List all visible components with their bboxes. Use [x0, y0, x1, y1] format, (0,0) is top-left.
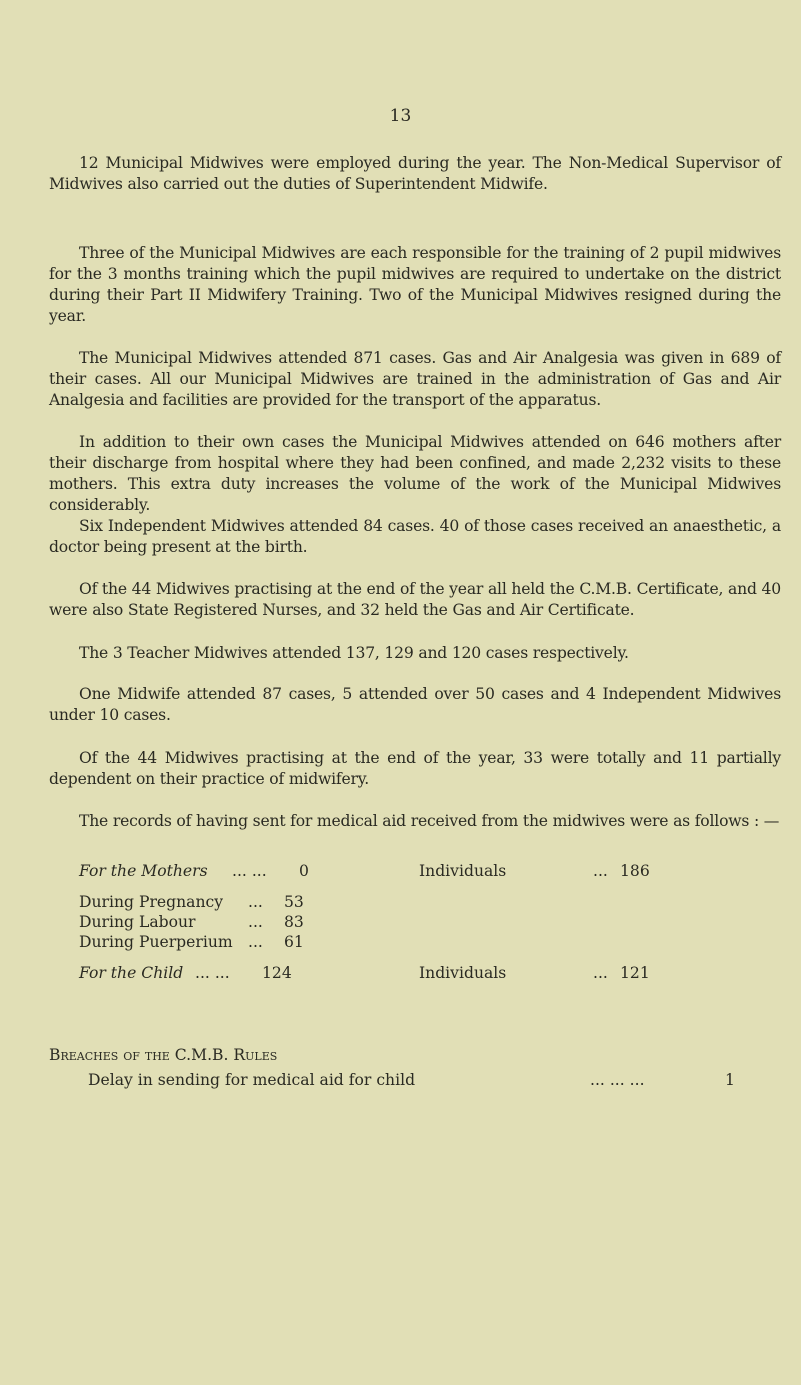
leader-dots: ... ... ... [590, 1071, 645, 1089]
paragraph-text: The Municipal Midwives attended 871 cases. Gas and Air Analgesia was given in 689 of their cases. All our Municipal Midwives are trained in the administration of Gas and Air Analgesia and facilities are provided for the transport of the apparatus. [49, 349, 781, 409]
paragraph [49, 432, 781, 516]
row-label: For the Child [79, 964, 184, 982]
breach-label: Delay in sending for medical aid for child [88, 1071, 416, 1089]
leader-dots: ... [248, 933, 263, 951]
paragraph-text: One Midwife attended 87 cases, 5 attended over 50 cases and 4 Independent Midwives under 10 cases. [49, 685, 781, 724]
leader-dots: ... [593, 964, 608, 982]
paragraph [49, 684, 781, 726]
breach-value: 1 [725, 1071, 735, 1089]
individuals-value: 186 [620, 862, 650, 880]
paragraph-text: The 3 Teacher Midwives attended 137, 129 and 120 cases respectively. [79, 644, 629, 662]
paragraph-text: 12 Municipal Midwives were employed during the year. The Non-Medical Supervisor of Midwives also carried out the duties of Superintendent Midwife. [49, 154, 781, 193]
paragraph [49, 516, 781, 558]
paragraph [49, 579, 781, 621]
individuals-label: Individuals [419, 862, 507, 880]
row-label: For the Mothers [79, 862, 208, 880]
leader-dots: ... ... [195, 964, 230, 982]
row-value: 61 [284, 933, 304, 951]
breaches-heading: Breaches of the C.M.B. Rules [49, 1046, 278, 1064]
paragraph-text: The records of having sent for medical aid received from the midwives were as follows : — [79, 812, 780, 830]
paragraph [49, 811, 781, 832]
row-value: 124 [262, 964, 292, 982]
paragraph-text: Six Independent Midwives attended 84 cases. 40 of those cases received an anaesthetic, a doctor being present at the birth. [49, 517, 781, 556]
row-label: During Puerperium [79, 933, 233, 951]
paragraph-text: Of the 44 Midwives practising at the end of the year all held the C.M.B. Certificate, and 40 were also State Registered Nurses, and 32 held the Gas and Air Certificate. [49, 580, 781, 619]
paragraph [49, 153, 781, 195]
paragraph-text: Of the 44 Midwives practising at the end of the year, 33 were totally and 11 partially dependent on their practice of midwifery. [49, 749, 781, 788]
leader-dots: ... [248, 893, 263, 911]
paragraph-text: Three of the Municipal Midwives are each responsible for the training of 2 pupil midwives for the 3 months training which the pupil midwives are required to undertake on the district during their Part II Midwifery Training. Two of the Municipal Midwives resigned during the year. [49, 244, 781, 325]
paragraph [49, 348, 781, 411]
paragraph [49, 243, 781, 327]
individuals-label: Individuals [419, 964, 507, 982]
leader-dots: ... [248, 913, 263, 931]
leader-dots: ... ... [232, 862, 267, 880]
paragraph-text: In addition to their own cases the Municipal Midwives attended on 646 mothers after their discharge from hospital where they had been confined, and made 2,232 visits to these mothers. This extra duty increases the volume of the work of the Municipal Midwives considerably. [49, 433, 781, 514]
row-label: During Labour [79, 913, 196, 931]
row-label: During Pregnancy [79, 893, 224, 911]
row-value: 83 [284, 913, 304, 931]
leader-dots: ... [593, 862, 608, 880]
row-value: 0 [299, 862, 309, 880]
individuals-value: 121 [620, 964, 650, 982]
row-value: 53 [284, 893, 304, 911]
paragraph [49, 643, 781, 664]
paragraph [49, 748, 781, 790]
page-number: 13 [389, 106, 412, 126]
